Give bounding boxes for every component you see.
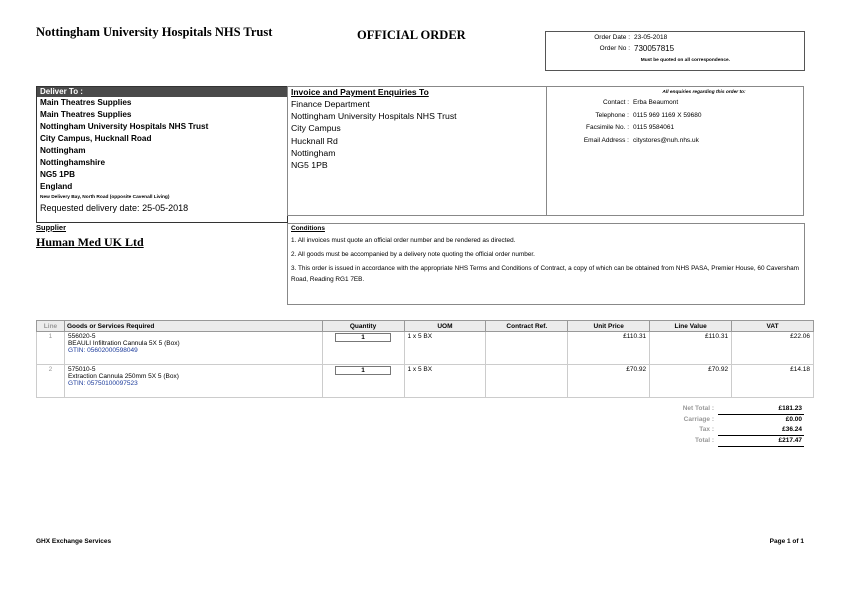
carriage-value: £0.00	[785, 415, 802, 423]
invoice-line: NG5 1PB	[291, 160, 328, 171]
invoice-line: Nottingham	[291, 147, 336, 158]
deliver-line: Nottingham	[40, 146, 86, 155]
condition-item: 2. All goods must be accompanied by a delivery note quoting the official order number.	[291, 251, 535, 258]
quantity-cell	[322, 365, 404, 398]
product-description: Extraction Cannula 250mm 5X 5 (Box)	[67, 373, 179, 380]
deliver-to-box	[36, 86, 288, 223]
product-description: BEAULI Infiltration Cannula 5X 5 (Box)	[67, 340, 180, 347]
product-code: 556020-5	[67, 333, 96, 340]
tax-value: £36.24	[782, 426, 802, 433]
document-title: OFFICIAL ORDER	[357, 28, 466, 42]
table-header-row	[37, 321, 814, 332]
divider	[718, 446, 804, 447]
carriage-label: Carriage :	[683, 415, 714, 423]
product-gtin: GTIN: 05602000598049	[67, 347, 138, 354]
contact-heading: All enquiries regarding this order to:	[662, 90, 746, 95]
product-code: 575010-5	[67, 366, 96, 373]
order-note: Must be quoted on all correspondence.	[640, 58, 730, 63]
deliver-line: Main Theatres Supplies	[40, 110, 132, 119]
deliver-line: Main Theatres Supplies	[40, 98, 132, 107]
net-total-value: £181.23	[778, 405, 802, 412]
table-row	[37, 365, 814, 398]
uom-cell: 1 x 5 BX	[404, 332, 486, 365]
quantity-field[interactable]: 1	[335, 366, 391, 375]
deliver-line: Nottinghamshire	[40, 158, 106, 167]
total-label: Total :	[694, 436, 714, 444]
vat-cell: £22.06	[732, 332, 814, 365]
telephone-value: 0115 969 1169 X 59680	[633, 111, 702, 119]
line-number: 2	[37, 365, 65, 398]
grand-total-row	[670, 437, 804, 448]
column-header-contract-ref: Contract Ref.	[486, 321, 568, 332]
contact-name: Erba Beaumont	[633, 99, 679, 106]
uom-cell: 1 x 5 BX	[404, 365, 486, 398]
totals-block	[670, 405, 804, 447]
quantity-cell	[322, 332, 404, 365]
telephone-label: Telephone :	[595, 111, 629, 119]
invoice-enquiries-box	[287, 86, 547, 216]
vat-cell: £14.18	[732, 365, 814, 398]
requested-delivery-date: Requested delivery date: 25-05-2018	[40, 203, 189, 213]
column-header-goods: Goods or Services Required	[64, 321, 322, 332]
supplier-label: Supplier	[36, 223, 67, 232]
footer-provider: GHX Exchange Services	[36, 538, 112, 545]
fax-label: Facsimile No. :	[586, 124, 629, 131]
contact-row	[545, 124, 803, 137]
email-value[interactable]: citystores@nuh.nhs.uk	[633, 136, 699, 144]
tax-label: Tax :	[699, 426, 714, 433]
quantity-field[interactable]: 1	[335, 333, 391, 342]
line-number: 1	[37, 332, 65, 365]
deliver-to-heading: Deliver To :	[37, 87, 287, 97]
order-date: 23-05-2018	[634, 34, 668, 41]
line-value-cell: £70.92	[650, 365, 732, 398]
contact-box	[545, 86, 804, 216]
unit-price-cell: £70.92	[568, 365, 650, 398]
page-number: Page 1 of 1	[769, 538, 804, 545]
contact-row	[545, 99, 803, 112]
column-header-vat: VAT	[732, 321, 814, 332]
column-header-uom: UOM	[404, 321, 486, 332]
product-gtin: GTIN: 05750100097523	[67, 380, 138, 387]
deliver-line: England	[40, 182, 73, 191]
column-header-quantity: Quantity	[322, 321, 404, 332]
table-row	[37, 332, 814, 365]
invoice-line: Finance Department	[291, 99, 370, 109]
order-date-label: Order Date :	[594, 34, 630, 41]
tax-row	[670, 426, 804, 437]
trust-name: Nottingham University Hospitals NHS Trust	[36, 25, 273, 39]
contact-label: Contact :	[602, 99, 629, 106]
invoice-heading: Invoice and Payment Enquiries To	[291, 87, 429, 97]
conditions-heading: Conditions	[291, 225, 325, 232]
invoice-line: Nottingham University Hospitals NHS Trust	[291, 111, 457, 122]
column-header-line-value: Line Value	[650, 321, 732, 332]
invoice-line: Hucknall Rd	[291, 135, 338, 146]
supplier-name: Human Med UK Ltd	[36, 235, 144, 249]
net-total-label: Net Total :	[682, 405, 714, 412]
line-value-cell: £110.31	[650, 332, 732, 365]
contract-ref-cell	[486, 332, 568, 365]
email-label: Email Address :	[583, 136, 629, 144]
delivery-note: New Delivery Bay, North Road (opposite Cavenall Living)	[40, 195, 170, 200]
goods-cell	[64, 332, 322, 365]
goods-cell	[64, 365, 322, 398]
invoice-line: City Campus	[291, 123, 341, 134]
order-lines-table	[36, 320, 814, 398]
carriage-row	[670, 416, 804, 427]
order-info-box	[545, 31, 805, 71]
total-value: £217.47	[778, 436, 802, 444]
contact-row	[545, 112, 803, 125]
order-no-label: Order No :	[599, 45, 630, 52]
contact-row	[545, 137, 803, 150]
column-header-unit-price: Unit Price	[568, 321, 650, 332]
deliver-line: NG5 1PB	[40, 170, 76, 179]
net-total-row	[670, 405, 804, 416]
condition-item: 3. This order is issued in accordance with the appropriate NHS Terms and Conditions of Contract, a copy of which can be obtained from NHS PASA, Premier House, 60 Caversham Road, Reading RG1 7EB.	[291, 265, 799, 283]
contract-ref-cell	[486, 365, 568, 398]
fax-value: 0115 9584061	[633, 124, 675, 131]
deliver-line: City Campus, Hucknall Road	[40, 134, 152, 143]
column-header-line: Line	[37, 321, 65, 332]
unit-price-cell: £110.31	[568, 332, 650, 365]
conditions-box	[287, 223, 805, 305]
order-number: 730057815	[634, 44, 675, 53]
deliver-line: Nottingham University Hospitals NHS Trust	[40, 122, 209, 131]
condition-item: 1. All invoices must quote an official order number and be rendered as directed.	[291, 237, 516, 244]
